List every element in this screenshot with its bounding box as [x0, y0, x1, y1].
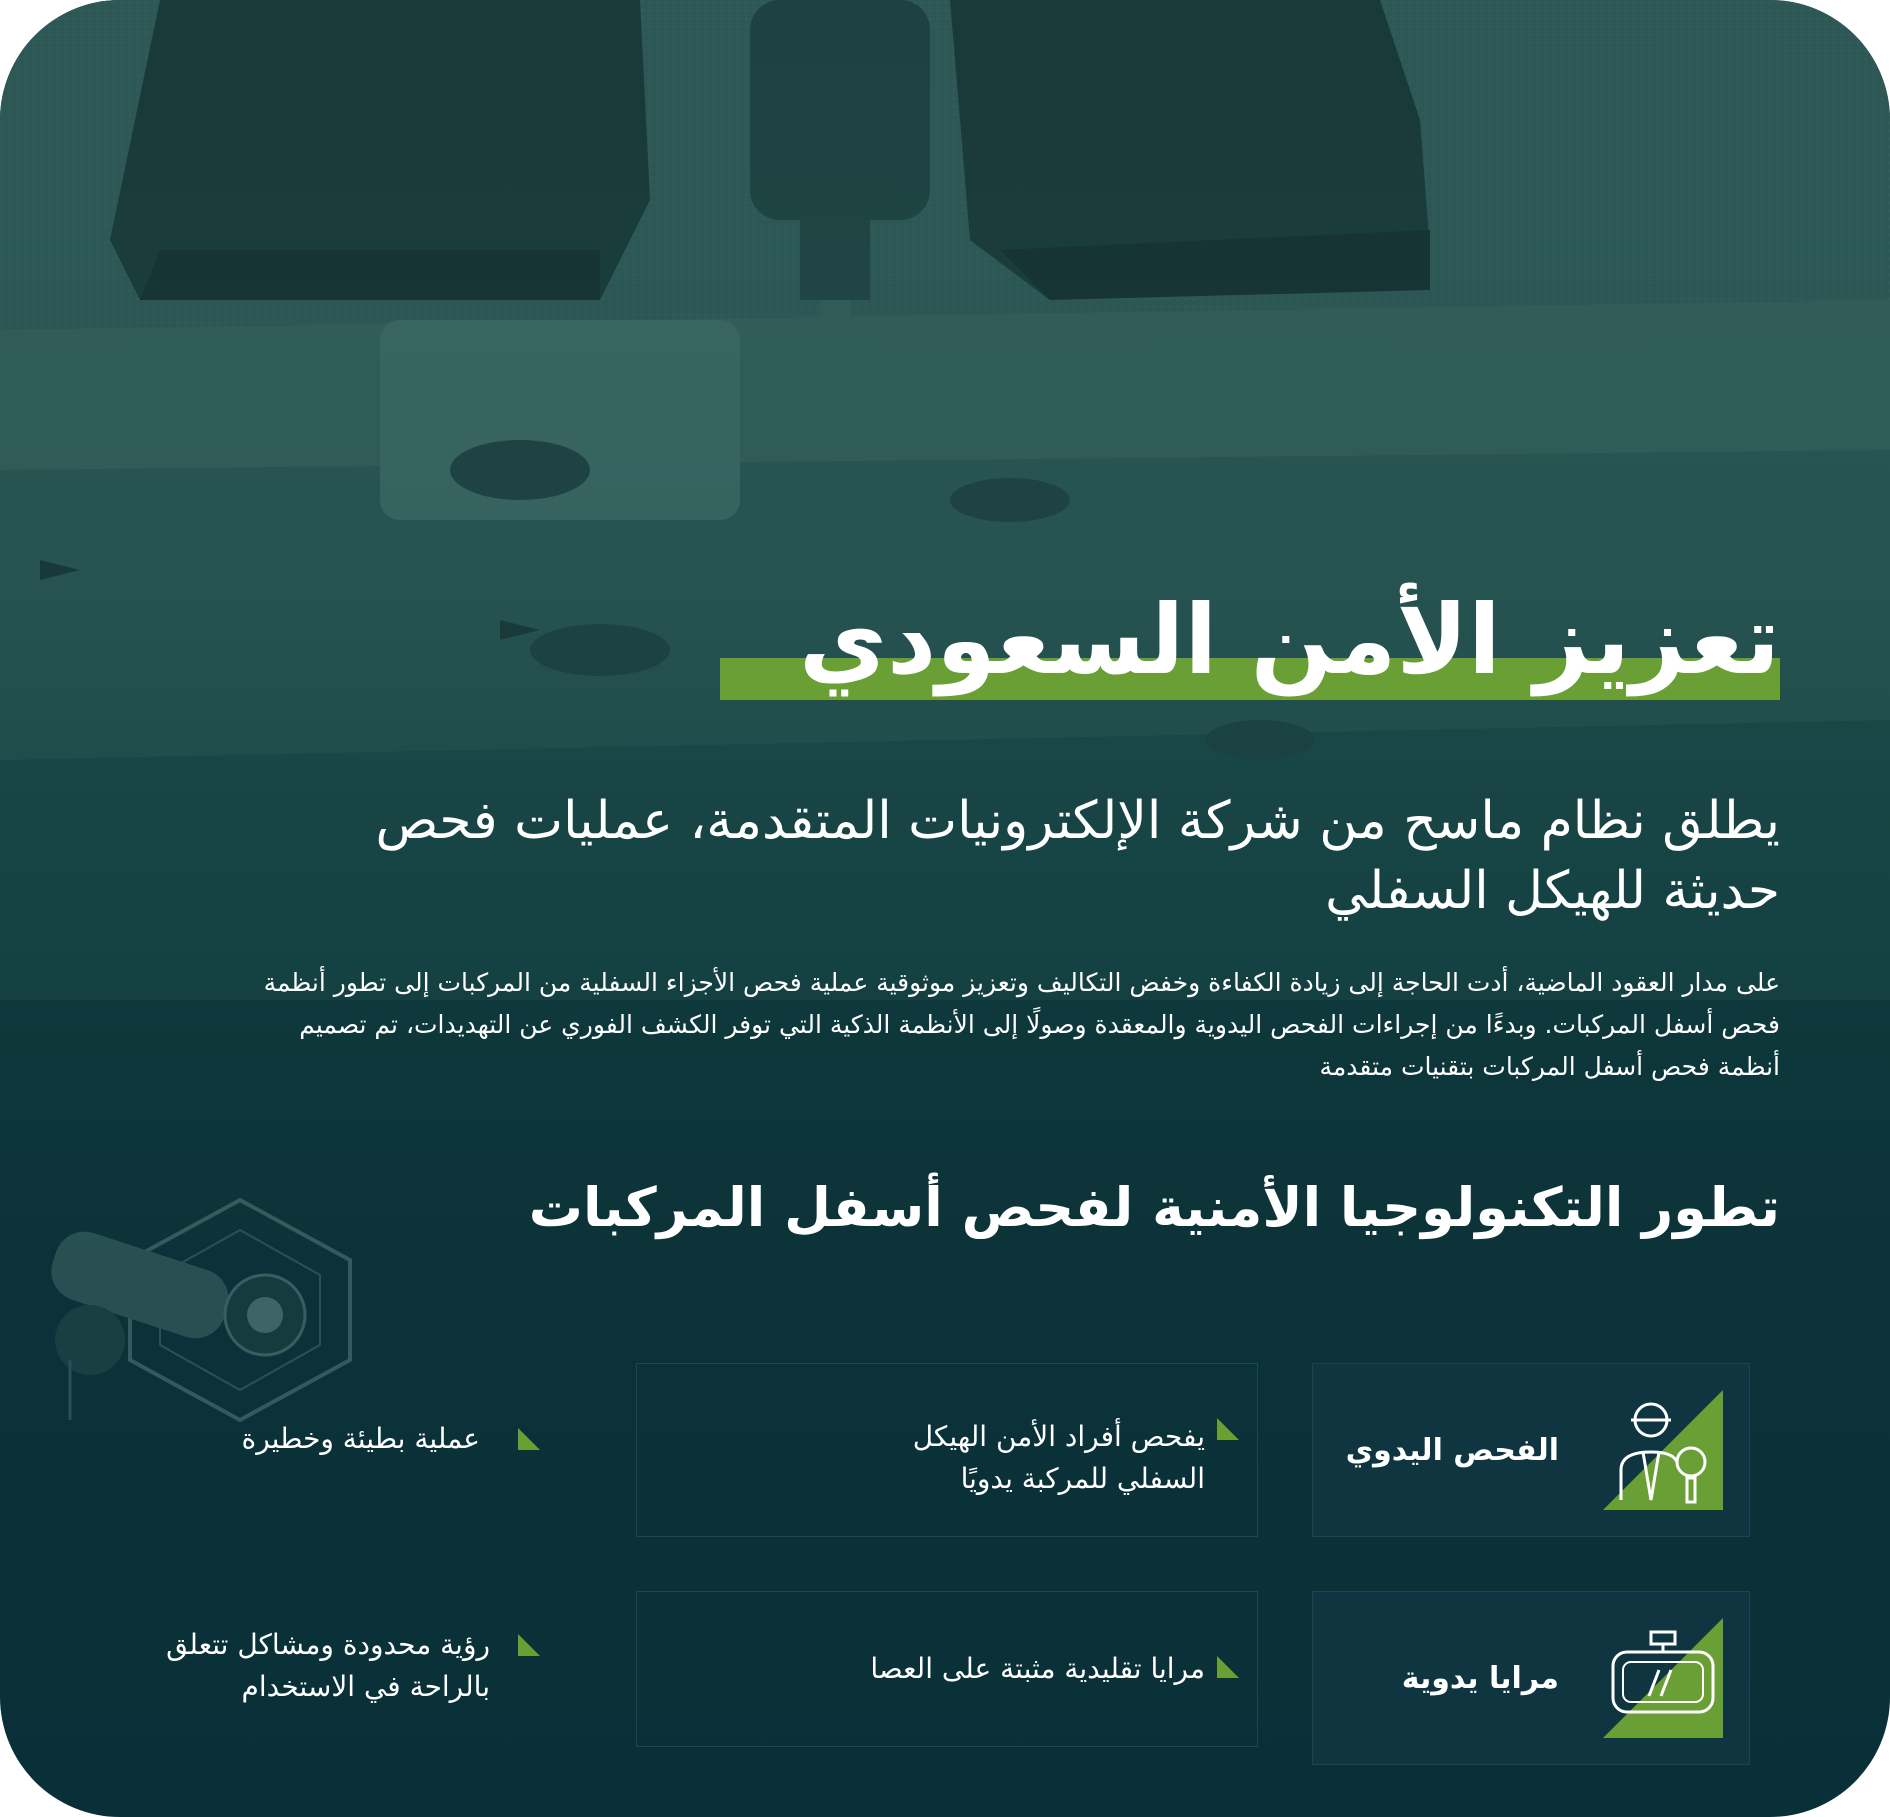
description-text: مرايا تقليدية مثبتة على العصا — [870, 1652, 1205, 1685]
issue-text: عملية بطيئة وخطيرة — [241, 1422, 480, 1455]
mirror-icon — [1603, 1618, 1723, 1738]
green-triangle-icon — [518, 1428, 540, 1450]
green-triangle-icon — [1217, 1418, 1239, 1440]
inspector-icon — [1603, 1390, 1723, 1510]
category-box-manual-inspection — [1312, 1363, 1750, 1537]
category-label: مرايا يدوية — [1401, 1660, 1559, 1696]
security-camera-icon — [30, 1190, 390, 1430]
description-box — [636, 1591, 1258, 1747]
green-triangle-icon — [1217, 1656, 1239, 1678]
green-triangle-icon — [518, 1634, 540, 1656]
category-box-manual-mirrors — [1312, 1591, 1750, 1765]
page-title: تعزيز الأمن السعودي — [798, 584, 1780, 696]
category-label: الفحص اليدوي — [1345, 1432, 1559, 1468]
issue-text: رؤية محدودة ومشاكل تتعلق بالراحة في الاستخدام — [166, 1628, 490, 1703]
page-subtitle: يطلق نظام ماسح من شركة الإلكترونيات المتقدمة، عمليات فحص حديثة للهيكل السفلي — [375, 791, 1780, 921]
description-text: يفحص أفراد الأمن الهيكل السفلي للمركبة يدويًا — [912, 1420, 1205, 1495]
section-title: تطور التكنولوجيا الأمنية لفحص أسفل المركبات — [528, 1176, 1780, 1239]
description-box — [636, 1363, 1258, 1537]
intro-paragraph: على مدار العقود الماضية، أدت الحاجة إلى زيادة الكفاءة وخفض التكاليف وتعزيز موثوقية عملية فحص الأجزاء السفلية من المركبات إلى تطور أنظمة فحص أسفل المركبات. وبدءًا من إجراءات الفحص اليدوية والمعقدة وصولًا إلى الأنظمة الذكية التي توفر الكشف الفوري عن التهديدات، تم تصميم أنظمة فحص أسفل المركبات بتقنيات متقدمة — [263, 968, 1780, 1081]
